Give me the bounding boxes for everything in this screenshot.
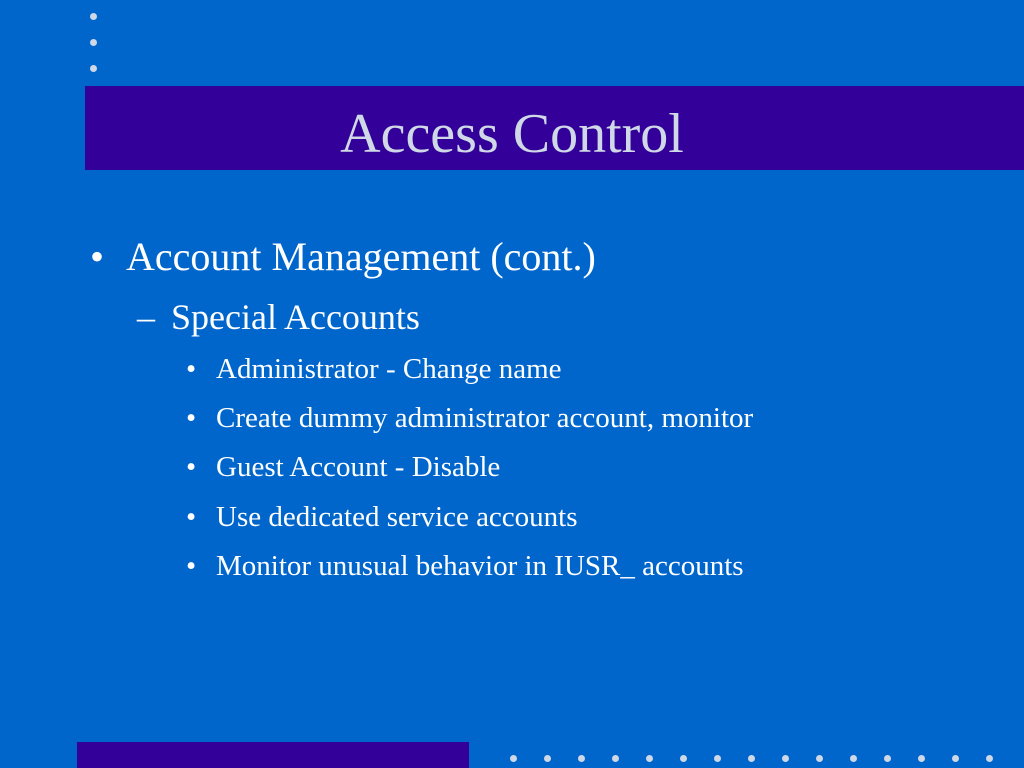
bullet-level-2 bbox=[137, 294, 420, 340]
decorative-dot bbox=[578, 755, 585, 762]
bullet-marker: • bbox=[90, 234, 105, 279]
decorative-dot bbox=[612, 755, 619, 762]
bullet-text: Use dedicated service accounts bbox=[216, 501, 578, 533]
bullet-text: Monitor unusual behavior in IUSR_ accounts bbox=[216, 550, 744, 582]
decorative-dot bbox=[510, 755, 517, 762]
bullet-level-3 bbox=[186, 499, 578, 535]
bullet-level-3 bbox=[186, 351, 562, 387]
bullet-text: Special Accounts bbox=[171, 297, 420, 337]
bullet-text: Administrator - Change name bbox=[216, 353, 562, 385]
bullet-marker: • bbox=[186, 501, 197, 533]
bottom-bar bbox=[77, 742, 469, 768]
decorative-dot bbox=[918, 755, 925, 762]
decorative-dot bbox=[850, 755, 857, 762]
bullet-text: Account Management (cont.) bbox=[126, 234, 596, 279]
bullet-marker: • bbox=[186, 451, 197, 483]
bullet-text: Create dummy administrator account, monitor bbox=[216, 402, 754, 434]
decorative-dot bbox=[646, 755, 653, 762]
decorative-dot bbox=[680, 755, 687, 762]
bullet-marker: • bbox=[186, 550, 197, 582]
dash-marker: – bbox=[137, 297, 155, 337]
decorative-dot bbox=[986, 755, 993, 762]
decorative-dot bbox=[714, 755, 721, 762]
decorative-dot bbox=[748, 755, 755, 762]
decorative-dot bbox=[782, 755, 789, 762]
decorative-dot bbox=[544, 755, 551, 762]
bullet-level-3 bbox=[186, 400, 753, 436]
bullet-text: Guest Account - Disable bbox=[216, 451, 501, 483]
decorative-dot bbox=[884, 755, 891, 762]
decorative-dot bbox=[816, 755, 823, 762]
bullet-marker: • bbox=[186, 402, 197, 434]
bullet-level-3 bbox=[186, 548, 744, 584]
bullet-marker: • bbox=[186, 353, 197, 385]
bullet-level-3 bbox=[186, 449, 500, 485]
decorative-dot bbox=[952, 755, 959, 762]
bullet-level-1 bbox=[90, 232, 596, 282]
slide-title: Access Control bbox=[340, 103, 684, 165]
